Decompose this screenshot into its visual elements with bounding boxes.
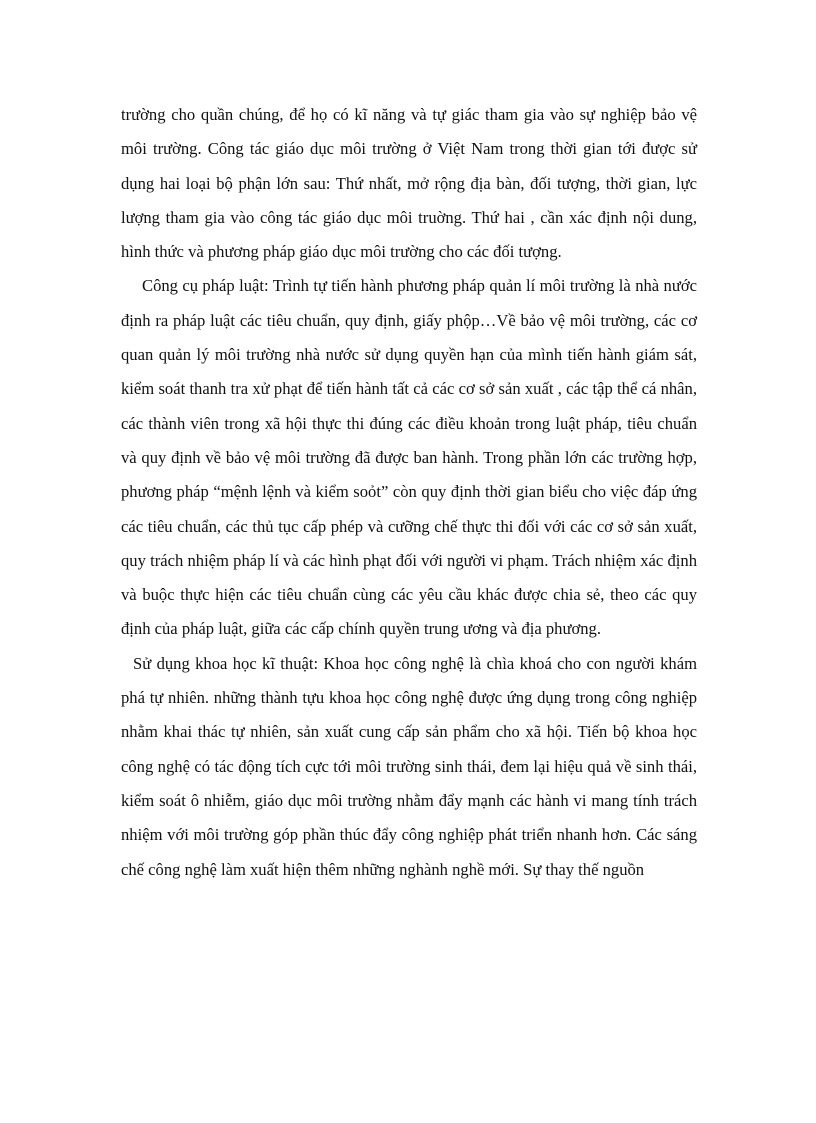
paragraph-legal-tools: Công cụ pháp luật: Trình tự tiến hành phương pháp quản lí môi trường là nhà nước định ra pháp luật các tiêu chuẩn, quy định, giấy phộp…Về bảo vệ môi trường, các cơ quan quản lý môi trường nhà nước sử dụng quyền hạn của mình tiến hành giám sát, kiểm soát thanh tra xử phạt để tiến hành tất cả các cơ sở sản xuất , các tập thể cá nhân, các thành viên trong xã hội thực thi đúng các điều khoản trong luật pháp, tiêu chuẩn và quy định về bảo vệ môi trường đã được ban hành. Trong phần lớn các trường hợp, phương pháp “mệnh lệnh và kiểm soỏt” còn quy định thời gian biểu cho việc đáp ứng các tiêu chuẩn, các thủ tục cấp phép và cưỡng chế thực thi đối với các cơ sở sản xuất, quy trách nhiệm pháp lí và các hình phạt đối với người vi phạm. Trách nhiệm xác định và buộc thực hiện các tiêu chuẩn cùng các yêu cầu khác được chia sẻ, theo các quy định của pháp luật, giữa các cấp chính quyền trung ương và địa phương.: [121, 276, 697, 639]
paragraph-environmental-education: trường cho quần chúng, để họ có kĩ năng và tự giác tham gia vào sự nghiệp bảo vệ môi trường. Công tác giáo dục môi trường ở Việt Nam trong thời gian tới được sử dụng hai loại bộ phận lớn sau: Thứ nhất, mở rộng địa bàn, đối tượng, thời gian, lực lượng tham gia vào công tác giáo dục môi truờng. Thứ hai , cần xác định nội dung, hình thức và phương pháp giáo dục môi trường cho các đối tượng.: [121, 105, 697, 262]
paragraph-science-technology: Sử dụng khoa học kĩ thuật: Khoa học công nghệ là chìa khoá cho con người khám phá tự nhiên. những thành tựu khoa học công nghệ được ứng dụng trong công nghiệp nhằm khai thác tự nhiên, sản xuất cung cấp sản phẩm cho xã hội. Tiến bộ khoa học công nghệ có tác động tích cực tới môi trường sinh thái, đem lại hiệu quả về sinh thái, kiểm soát ô nhiễm, giáo dục môi trường nhằm đẩy mạnh các hành vi mang tính trách nhiệm với môi trường góp phần thúc đẩy công nghiệp phát triển nhanh hơn. Các sáng chế công nghệ làm xuất hiện thêm những nghành nghề mới. Sự thay thế nguồn: [121, 653, 697, 879]
document-body: [121, 98, 697, 887]
